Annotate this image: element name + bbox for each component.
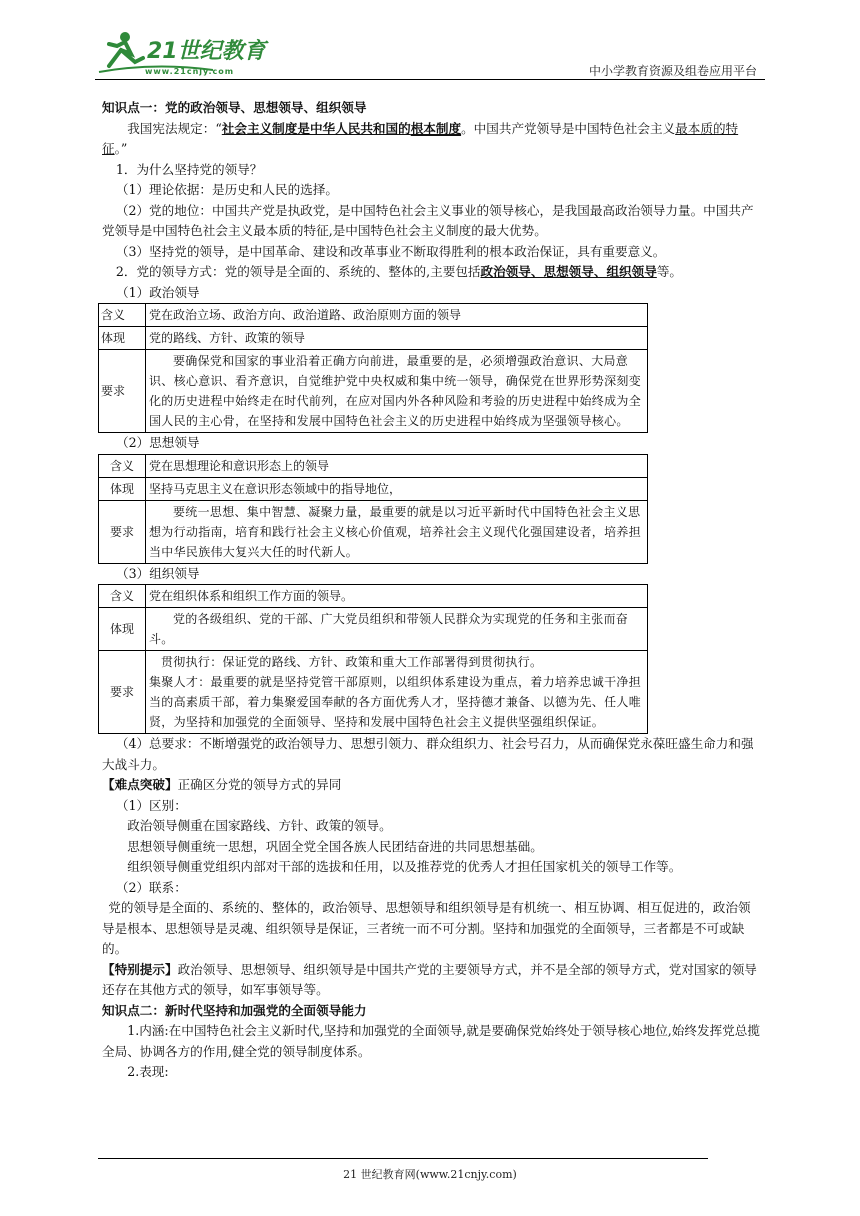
- intro-text-a: 我国宪法规定：“: [127, 120, 222, 136]
- table-value: 党的路线、方针、政策的领导: [146, 327, 648, 350]
- table-key: 含义: [99, 585, 146, 608]
- table-row: [99, 477, 648, 500]
- section-title-2: 知识点二：新时代坚持和加强党的全面领导能力: [102, 1002, 367, 1018]
- table-value: 党在组织体系和组织工作方面的领导。: [146, 585, 648, 608]
- connection-title: （2）联系：: [115, 879, 187, 895]
- connection-text: 党的领导是全面的、系统的、整体的，政治领导、思想领导和组织领导是有机统一、相互协调、相互促进的，政治领导是根本、思想领导是灵魂、组织领导是保证，三者统一而不可分割。坚持和加强党的全面领导，三者都是不可或缺的。: [102, 900, 751, 956]
- constitution-paragraph: [102, 119, 762, 160]
- site-logo: [95, 28, 275, 78]
- intro-emphasis-2: 根本制度: [410, 120, 462, 136]
- table-row: [99, 608, 648, 651]
- question-1: 1．为什么坚持党的领导？: [115, 161, 263, 177]
- overall-requirement: （4）总要求：不断增强党的政治领导力、思想引领力、群众组织力、社会号召力，从而确保党永葆旺盛生命力和强大战斗力。: [102, 736, 754, 772]
- table-value: 要统一思想、集中智慧、凝聚力量，最重要的就是以习近平新时代中国特色社会主义思想为行动指南，培育和践行社会主义核心价值观，培养社会主义现代化强国建设者，培养担当中华民族伟大复兴大任的时代新人。: [146, 500, 648, 563]
- table-value: [146, 651, 648, 734]
- table-key: 含义: [99, 304, 146, 327]
- svg-text:www.21cnjy.com: www.21cnjy.com: [145, 67, 235, 76]
- q1-point-3: （3）坚持党的领导，是中国革命、建设和改革事业不断取得胜利的根本政治保证，具有重要意义。: [115, 243, 666, 259]
- difficulty-label: 【难点突破】: [102, 777, 178, 792]
- intro-text-d: 。中国共产党领导是中国特色社会主义: [461, 120, 676, 136]
- document-body: [102, 98, 762, 1083]
- table-key: 体现: [99, 608, 146, 651]
- table-value: 坚持马克思主义在意识形态领域中的指导地位，: [146, 477, 648, 500]
- footer-divider: [98, 1158, 708, 1159]
- q2-emphasis: 政治领导、思想领导、组织领导: [480, 264, 657, 279]
- intro-underline: 最本质的特征: [102, 120, 739, 156]
- table-key: 体现: [99, 477, 146, 500]
- section-title-1: 知识点一：党的政治领导、思想领导、组织领导: [102, 100, 367, 115]
- intro-text-f: 。”: [114, 141, 128, 156]
- table-key: 要求: [99, 651, 146, 734]
- header-divider: [95, 79, 765, 80]
- table-key: 要求: [99, 500, 146, 563]
- q1-point-2: （2）党的地位：中国共产党是执政党，是中国特色社会主义事业的领导核心，是我国最高政治领导力量。中国共产党领导是中国特色社会主义最本质的特征,是中国特色社会主义制度的最大优势。: [102, 202, 754, 238]
- q1-point-1: （1）理论依据：是历史和人民的选择。: [115, 182, 338, 197]
- table-row: [99, 585, 648, 608]
- difference-title: （1）区别：: [115, 797, 187, 813]
- q2-tail: 等。: [656, 264, 683, 279]
- ideological-table: [98, 454, 648, 564]
- table-value: 党在思想理论和意识形态上的领导: [146, 454, 648, 477]
- table-row: [99, 454, 648, 477]
- difference-ideological: 思想领导侧重统一思想，巩固全党全国各族人民团结奋进的共同思想基础。: [127, 838, 543, 854]
- table-key: 体现: [99, 327, 146, 350]
- page-header: [95, 28, 765, 80]
- platform-name: 中小学教育资源及组卷应用平台: [588, 64, 757, 78]
- requirement-talent: 集聚人才：最重要的就是坚持党管干部原则，以组织体系建设为重点，着力培养忠诚干净担当的高素质干部，着力集聚爱国奉献的各方面优秀人才，坚持德才兼备、以德为先、任人唯贤，为坚持和加强党的全面领导、坚持和发展中国特色社会主义提供坚强组织保证。: [149, 675, 642, 729]
- requirement-implement: 贯彻执行：保证党的路线、方针、政策和重大工作部署得到贯彻执行。: [161, 655, 543, 669]
- ideological-title: （2）思想领导: [116, 435, 200, 450]
- organizational-title: （3）组织领导: [116, 565, 200, 581]
- political-title: （1）政治领导: [116, 284, 200, 300]
- table-key: 含义: [99, 454, 146, 477]
- difficulty-topic: 正确区分党的领导方式的异同: [177, 777, 342, 792]
- q2-text: 2．党的领导方式：党的领导是全面的、系统的、整体的,主要包括: [115, 264, 481, 279]
- table-row: [99, 304, 648, 327]
- political-table: [98, 303, 648, 433]
- footer-text: 21 世纪教育网(www.21cnjy.com): [343, 1168, 517, 1181]
- difficulty-heading: [102, 775, 762, 796]
- intro-emphasis-1: 社会主义制度是中华人民共和国的: [221, 120, 411, 136]
- question-2: [102, 262, 762, 283]
- organizational-table: [98, 584, 648, 734]
- table-row: [99, 327, 648, 350]
- tip-label: 【特别提示】: [102, 961, 178, 977]
- table-value: 党在政治立场、政治方向、政治道路、政治原则方面的领导: [146, 304, 648, 327]
- table-value: 要确保党和国家的事业沿着正确方向前进，最重要的是，必须增强政治意识、大局意识、核心意识、看齐意识，自觉维护党中央权威和集中统一领导，确保党在世界形势深刻变化的历史进程中始终走在时代前列，在应对国内外各种风险和考验的历史进程中始终成为全国人民的主心骨，在坚持和发展中国特色社会主义的历史进程中始终成为坚强领导核心。: [146, 350, 648, 433]
- table-value: 党的各级组织、党的干部、广大党员组织和带领人民群众为实现党的任务和主张而奋斗。: [146, 608, 648, 651]
- difference-political: 政治领导侧重在国家路线、方针、政策的领导。: [127, 818, 392, 833]
- table-key: 要求: [99, 350, 146, 433]
- k2-connotation: 1.内涵:在中国特色社会主义新时代,坚持和加强党的全面领导,就是要确保党始终处于领导核心地位,始终发挥党总揽全局、协调各方的作用,健全党的领导制度体系。: [102, 1023, 760, 1059]
- special-tip: [102, 960, 762, 1001]
- table-row: [99, 350, 648, 433]
- svg-text:21世纪教育: 21世纪教育: [147, 39, 266, 64]
- k2-manifestation: 2.表现:: [127, 1064, 169, 1079]
- tip-text: 政治领导、思想领导、组织领导是中国共产党的主要领导方式，并不是全部的领导方式，党对国家的领导还存在其他方式的领导，如军事领导等。: [102, 961, 757, 997]
- table-row: [99, 651, 648, 734]
- table-row: [99, 500, 648, 563]
- difference-organizational: 组织领导侧重党组织内部对干部的选拔和任用，以及推荐党的优秀人才担任国家机关的领导工作等。: [127, 859, 682, 874]
